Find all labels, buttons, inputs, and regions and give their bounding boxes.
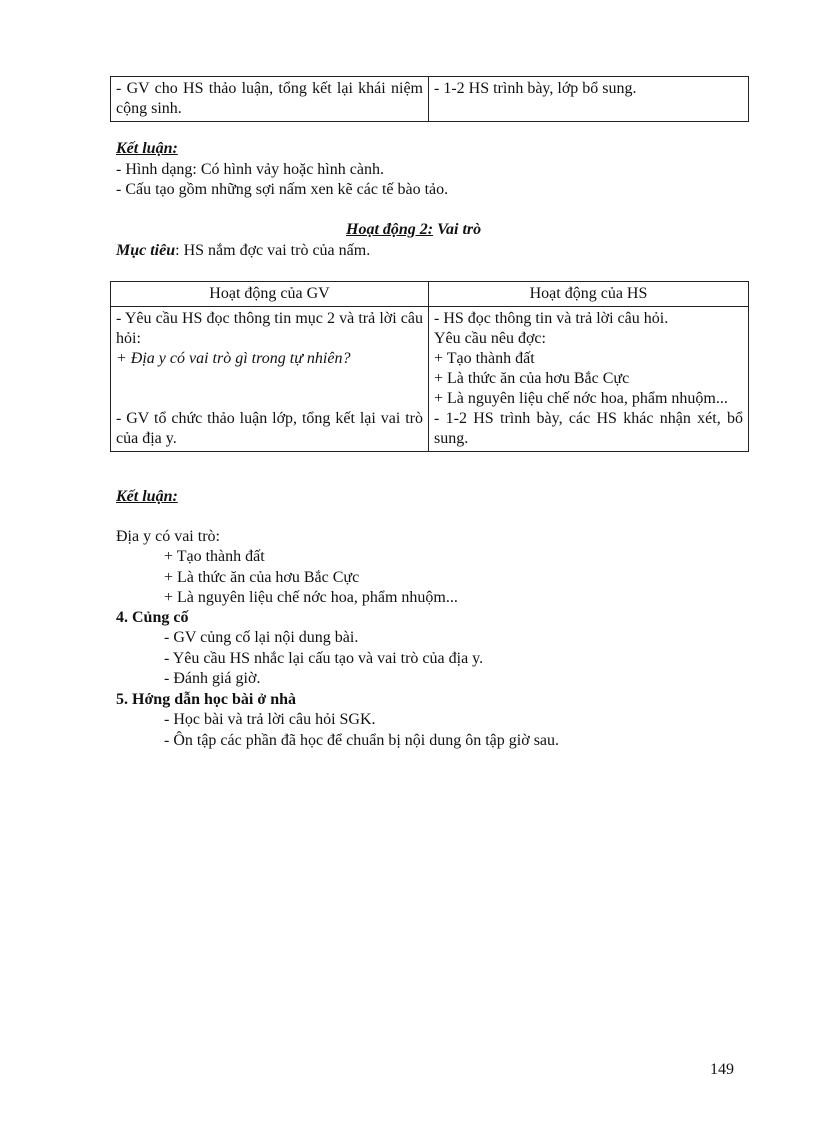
objective-text: : HS nắm đợc vai trò của nấm. [175,242,371,259]
section-item: - Học bài và trả lời câu hỏi SGK. [164,711,376,728]
teacher-instruction: - Yêu cầu HS đọc thông tin mục 2 và trả lời câu hỏi: [116,310,423,347]
section-item: - GV củng cố lại nội dung bài. [164,629,359,646]
activity-heading [346,220,481,240]
teacher-summary: - GV tổ chức thảo luận lớp, tổng kết lại vai trò của địa y. [116,410,423,447]
header-student: Hoạt động của HS [429,282,749,307]
student-cell [429,307,749,452]
student-summary: - 1-2 HS trình bày, các HS khác nhận xét, bổ sung. [434,410,743,447]
teacher-question: + Địa y có vai trò gì trong tự nhiên? [116,350,351,367]
discussion-table [110,76,749,122]
spacer [116,369,423,409]
table-row [111,307,749,452]
table-header-row [111,282,749,307]
student-cell: - 1-2 HS trình bày, lớp bổ sung. [429,77,749,122]
activity-heading-prefix: Hoạt động 2: [346,221,434,238]
section-heading: 4. Củng cố [116,609,189,626]
objective-line [116,241,370,261]
header-teacher: Hoạt động của GV [111,282,429,307]
section-item: - Yêu cầu HS nhắc lại cấu tạo và vai trò của địa y. [164,650,484,667]
conclusion-heading: Kết luận: [116,488,178,505]
page-number: 149 [710,1061,734,1078]
conclusion-heading: Kết luận: [116,140,178,157]
table-row [111,77,749,122]
conclusion-line: - Cấu tạo gồm những sợi nấm xen kẽ các tế bào tảo. [116,181,449,198]
section-heading: 5. Hớng dẫn học bài ở nhà [116,691,296,708]
section-item: - Đánh giá giờ. [164,670,261,687]
teacher-cell [111,307,429,452]
conclusion-item: + Là nguyên liệu chế nớc hoa, phẩm nhuộm... [164,589,458,606]
objective-label: Mục tiêu [116,242,176,259]
teacher-cell: - GV cho HS thảo luận, tổng kết lại khái niệm cộng sinh. [111,77,429,122]
section-item: - Ôn tập các phần đã học để chuẩn bị nội dung ôn tập giờ sau. [164,732,560,749]
conclusion-intro: Địa y có vai trò: [116,528,220,545]
student-point: + Là thức ăn của hơu Bắc Cực [434,370,630,387]
activity-heading-title: Vai trò [433,221,482,238]
student-point: + Là nguyên liệu chế nớc hoa, phẩm nhuộm... [434,390,728,407]
conclusion-item: + Tạo thành đất [164,548,265,565]
conclusion-line: - Hình dạng: Có hình vảy hoặc hình cành. [116,161,384,178]
conclusion-item: + Là thức ăn của hơu Bắc Cực [164,569,360,586]
student-response: - HS đọc thông tin và trả lời câu hỏi. [434,310,669,327]
student-requirement: Yêu cầu nêu đợc: [434,330,546,347]
student-point: + Tạo thành đất [434,350,535,367]
activity-table [110,281,749,452]
